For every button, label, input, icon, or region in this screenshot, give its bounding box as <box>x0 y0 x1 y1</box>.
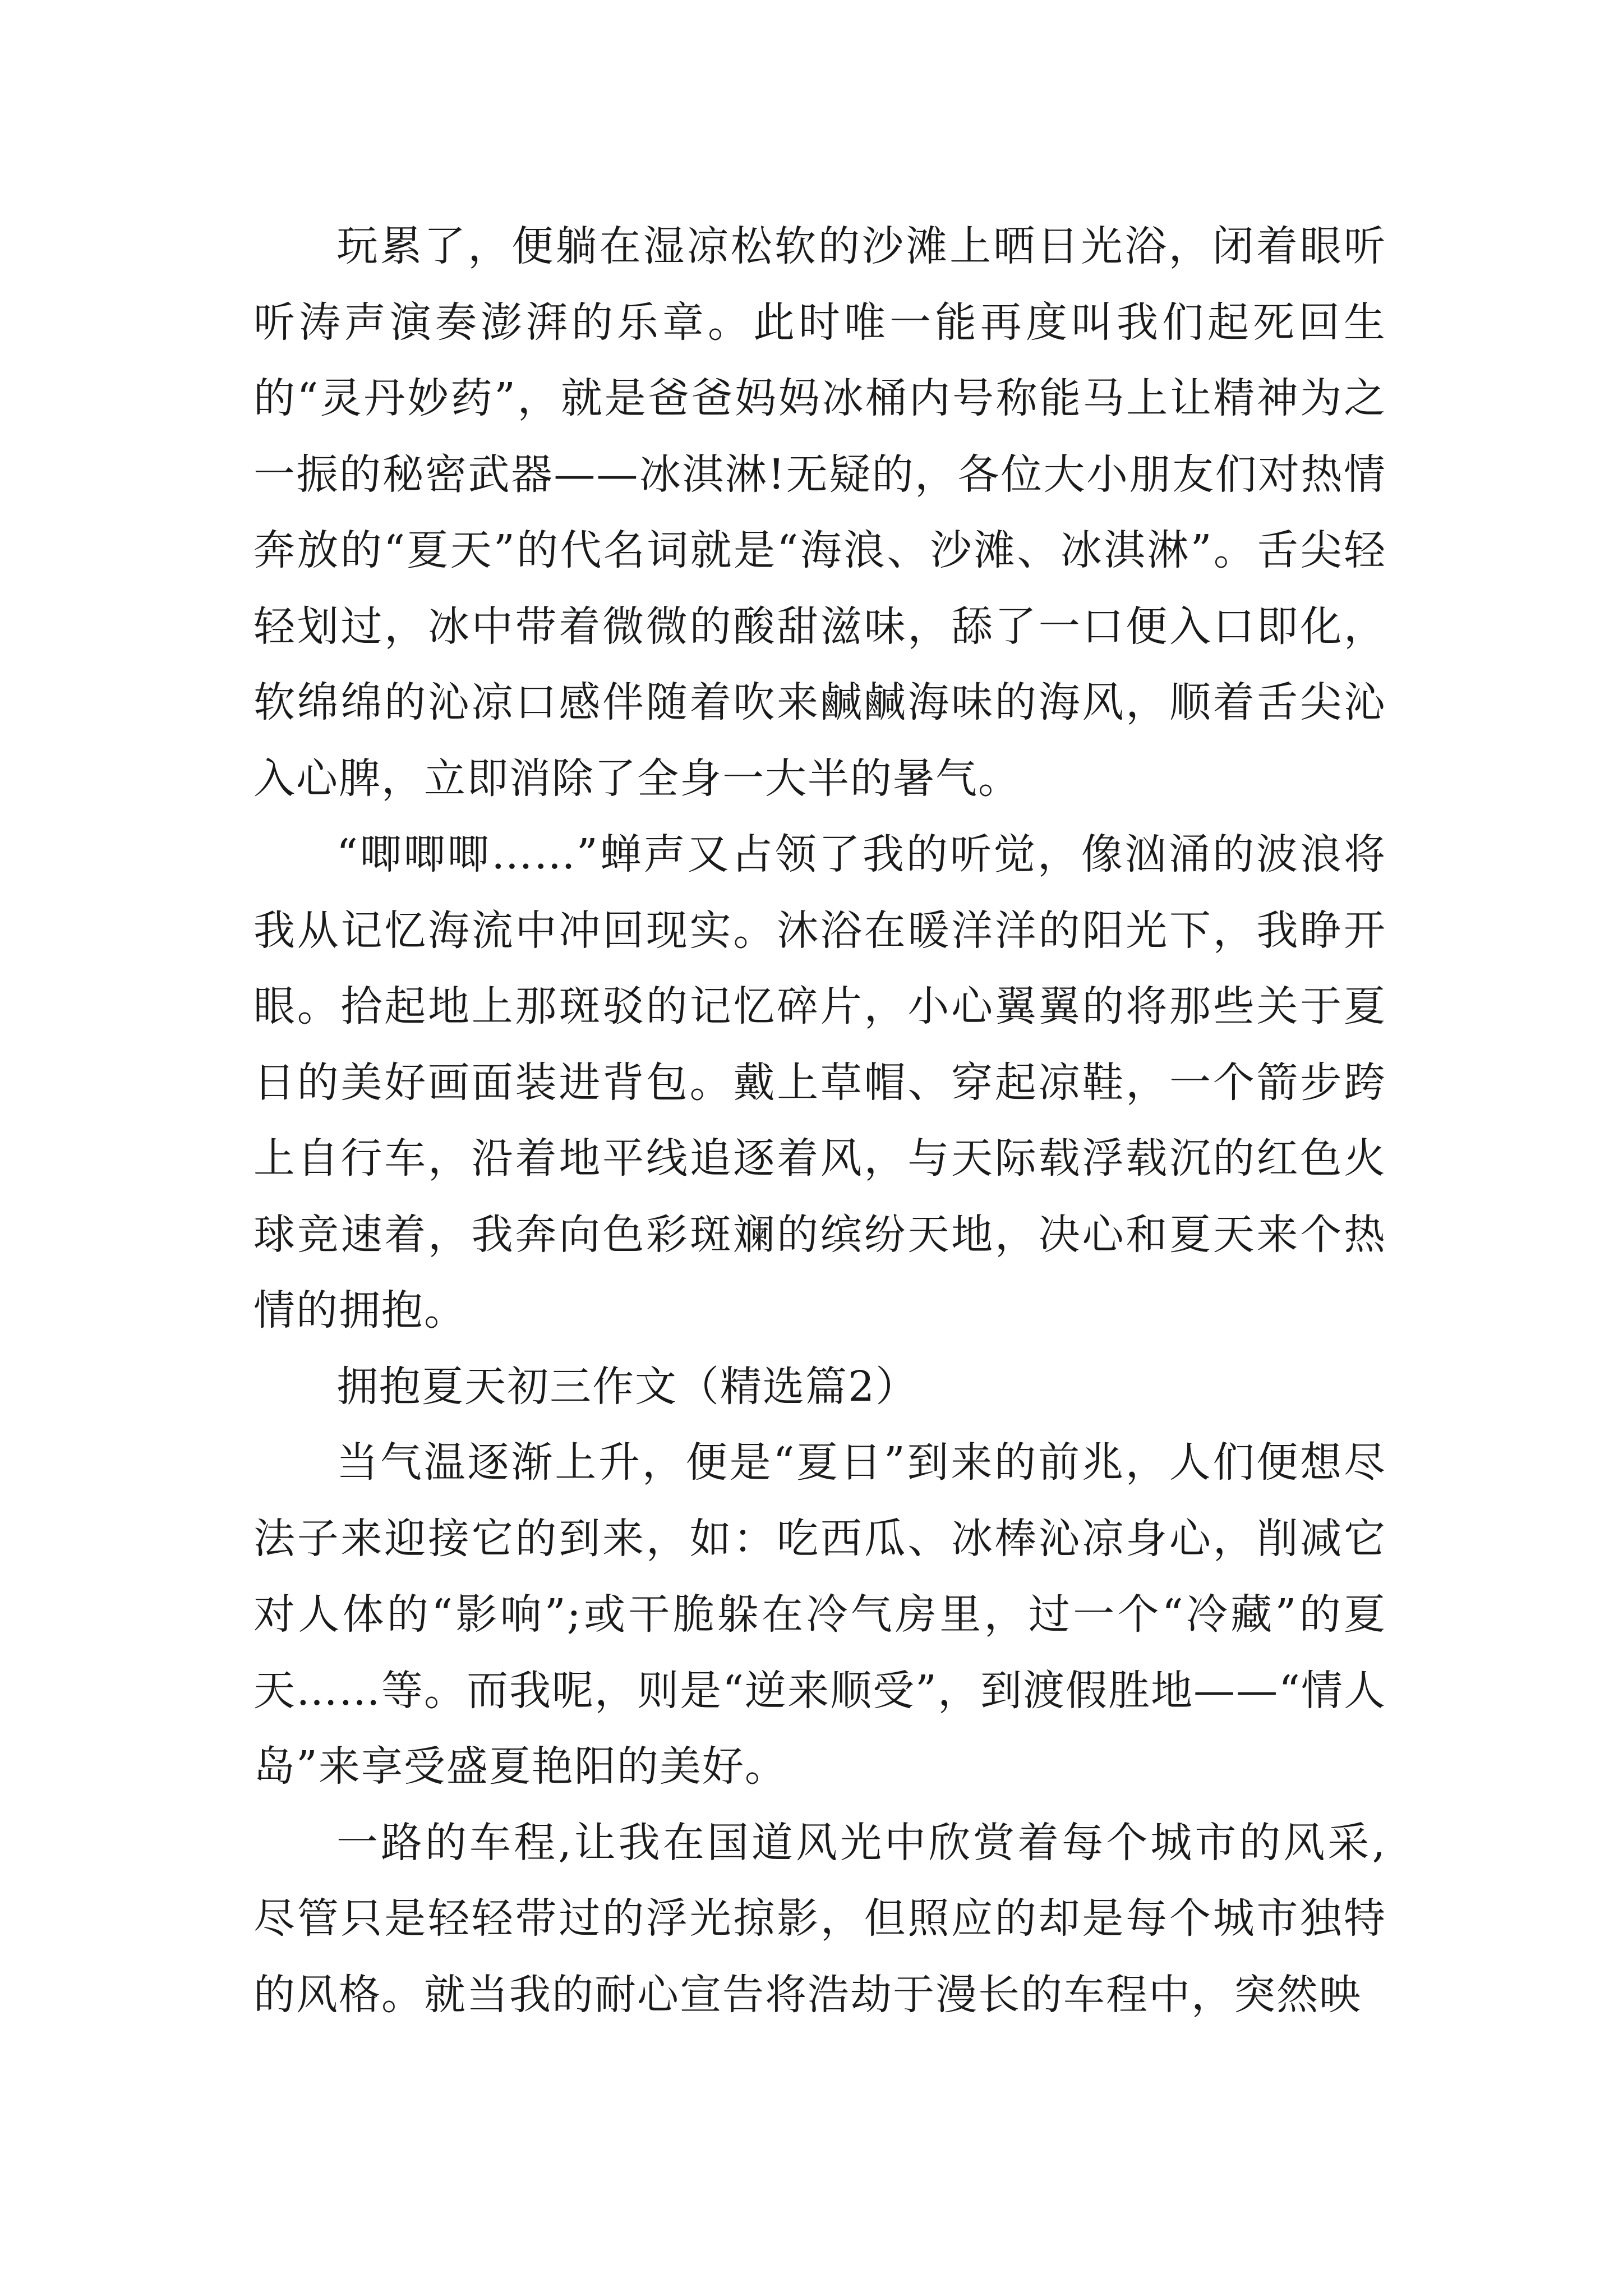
paragraph-3: 当气温逐渐上升，便是“夏日”到来的前兆，人们便想尽法子来迎接它的到来，如：吃西瓜、冰棒沁凉身心，削减它对人体的“影响”;或干脆躲在冷气房里，过一个“冷藏”的夏天……等。而我呢，则是“逆来顺受”，到渡假胜地——“情人岛”来享受盛夏艳阳的美好。 <box>253 1438 1386 1791</box>
body-text <box>253 209 1386 2033</box>
paragraph-1: 玩累了，便躺在湿凉松软的沙滩上晒日光浴，闭着眼听听涛声演奏澎湃的乐章。此时唯一能再度叫我们起死回生的“灵丹妙药”，就是爸爸妈妈冰桶内号称能马上让精神为之一振的秘密武器——冰淇淋!无疑的，各位大小朋友们对热情奔放的“夏天”的代名词就是“海浪、沙滩、冰淇淋”。舌尖轻轻划过，冰中带着微微的酸甜滋味，舔了一口便入口即化，软绵绵的沁凉口感伴随着吹来鹹鹹海味的海风，顺着舌尖沁入心脾，立即消除了全身一大半的暑气。 <box>253 222 1386 803</box>
paragraph-2: “唧唧唧……”蝉声又占领了我的听觉，像汹涌的波浪将我从记忆海流中冲回现实。沐浴在暖洋洋的阳光下，我睁开眼。拾起地上那斑驳的记忆碎片，小心翼翼的将那些关于夏日的美好画面装进背包。戴上草帽、穿起凉鞋，一个箭步跨上自行车，沿着地平线追逐着风，与天际载浮载沉的红色火球竞速着，我奔向色彩斑斓的缤纷天地，决心和夏天来个热情的拥抱。 <box>253 830 1386 1335</box>
paragraph-4: 一路的车程,让我在国道风光中欣赏着每个城市的风采,尽管只是轻轻带过的浮光掠影，但照应的却是每个城市独特的风格。就当我的耐心宣告将浩劫于漫长的车程中，突然映 <box>253 1818 1386 2019</box>
section-title: 拥抱夏天初三作文（精选篇2） <box>336 1362 919 1411</box>
